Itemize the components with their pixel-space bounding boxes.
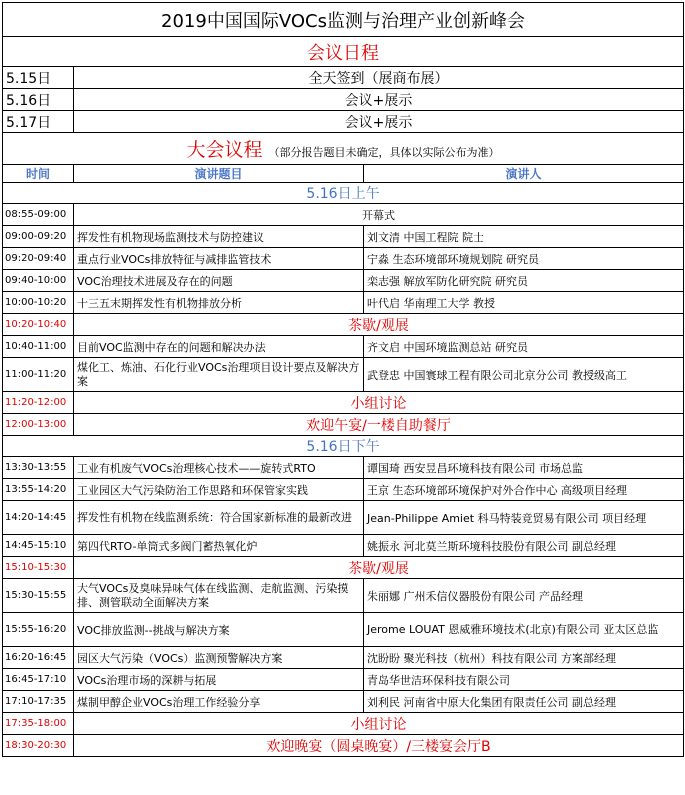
agenda-note: （部分报告题目未确定，具体以实际公布为准） [268,146,500,159]
row-speaker: 刘利民 河南省中原大化集团有限责任公司 副总经理 [364,691,684,713]
row-time: 08:55-09:00 [3,204,74,226]
col-header-time: 时间 [3,165,74,183]
row-speaker: 朱丽娜 广州禾信仪器股份有限公司 产品经理 [364,579,684,613]
row-speaker: 刘文清 中国工程院 院士 [364,226,684,248]
agenda-row [3,669,684,691]
row-speaker: 王京 生态环境部环境保护对外合作中心 高级项目经理 [364,479,684,501]
row-time: 13:55-14:20 [3,479,74,501]
row-speaker: 沈盼盼 聚光科技（杭州）科技有限公司 方案部经理 [364,647,684,669]
row-time: 15:10-15:30 [3,557,74,579]
row-topic: 目前VOC监测中存在的问题和解决办法 [74,336,364,358]
schedule-row [3,111,684,133]
row-topic: 小组讨论 [74,713,684,735]
agenda-row [3,226,684,248]
agenda-row [3,248,684,270]
agenda-row [3,479,684,501]
agenda-row-lunch [3,414,684,436]
row-time: 14:20-14:45 [3,501,74,535]
row-time: 15:30-15:55 [3,579,74,613]
schedule-desc: 全天签到（展商布展） [74,67,684,89]
row-topic: 挥发性有机物现场监测技术与防控建议 [74,226,364,248]
row-time: 15:55-16:20 [3,613,74,647]
row-time: 10:00-10:20 [3,292,74,314]
agenda-row-break [3,557,684,579]
row-time: 09:20-09:40 [3,248,74,270]
row-topic: 小组讨论 [74,392,684,414]
row-topic: VOC排放监测--挑战与解决方案 [74,613,364,647]
row-time: 09:40-10:00 [3,270,74,292]
row-speaker: Jean-Philippe Amiet 科马特装竞贸易有限公司 项目经理 [364,501,684,535]
agenda-row [3,579,684,613]
agenda-row [3,647,684,669]
row-speaker: 谭国琦 西安昱昌环境科技有限公司 市场总监 [364,457,684,479]
row-speaker: 宁淼 生态环境部环境规划院 研究员 [364,248,684,270]
agenda-row [3,292,684,314]
row-topic: 第四代RTO-单筒式多阀门蓄热氧化炉 [74,535,364,557]
row-speaker: 叶代启 华南理工大学 教授 [364,292,684,314]
schedule-date: 5.15日 [3,67,74,89]
row-speaker: Jerome LOUAT 恩威雅环境技术(北京)有限公司 亚太区总监 [364,613,684,647]
agenda-row [3,336,684,358]
agenda-row [3,204,684,226]
schedule-heading: 会议日程 [3,37,684,67]
col-header-topic: 演讲题目 [74,165,364,183]
day-label-morning: 5.16日上午 [3,183,684,204]
row-topic: 挥发性有机物在线监测系统：符合国家新标准的最新改进 [74,501,364,535]
row-topic: 欢迎午宴/一楼自助餐厅 [74,414,684,436]
page-title: 2019中国国际VOCs监测与治理产业创新峰会 [3,3,684,37]
agenda-heading: 大会议程 [186,139,263,161]
row-topic: 开幕式 [74,204,684,226]
row-topic: 煤化工、炼油、石化行业VOCs治理项目设计要点及解决方案 [74,358,364,392]
row-topic: 工业园区大气污染防治工作思路和环保管家实践 [74,479,364,501]
schedule-desc: 会议+展示 [74,89,684,111]
row-time: 12:00-13:00 [3,414,74,436]
agenda-row [3,613,684,647]
row-topic: 工业有机废气VOCs治理核心技术——旋转式RTO [74,457,364,479]
agenda-heading-cell [3,133,684,165]
schedule-date: 5.16日 [3,89,74,111]
row-time: 17:35-18:00 [3,713,74,735]
row-topic: VOCs治理市场的深耕与拓展 [74,669,364,691]
row-topic: 茶歇/观展 [74,557,684,579]
day-label-afternoon: 5.16日下午 [3,436,684,457]
agenda-row [3,501,684,535]
row-time: 13:30-13:55 [3,457,74,479]
row-time: 17:10-17:35 [3,691,74,713]
row-speaker: 姚振永 河北莫兰斯环境科技股份有限公司 副总经理 [364,535,684,557]
row-topic: VOC治理技术进展及存在的问题 [74,270,364,292]
agenda-row-discussion [3,713,684,735]
schedule-date: 5.17日 [3,111,74,133]
agenda-row [3,691,684,713]
row-time: 16:45-17:10 [3,669,74,691]
agenda-row [3,270,684,292]
agenda-row-break [3,314,684,336]
row-topic: 重点行业VOCs排放特征与减排监管技术 [74,248,364,270]
row-topic: 煤制甲醇企业VOCs治理工作经验分享 [74,691,364,713]
row-topic: 十三五末期挥发性有机物排放分析 [74,292,364,314]
row-time: 18:30-20:30 [3,735,74,757]
agenda-row [3,358,684,392]
row-time: 16:20-16:45 [3,647,74,669]
col-header-speaker: 演讲人 [364,165,684,183]
row-speaker: 武登忠 中国寰球工程有限公司北京分公司 教授级高工 [364,358,684,392]
row-speaker: 栾志强 解放军防化研究院 研究员 [364,270,684,292]
column-headers [3,165,684,183]
row-topic: 茶歇/观展 [74,314,684,336]
row-time: 14:45-15:10 [3,535,74,557]
row-time: 10:40-11:00 [3,336,74,358]
agenda-table [2,2,684,757]
row-time: 09:00-09:20 [3,226,74,248]
row-time: 10:20-10:40 [3,314,74,336]
agenda-row [3,457,684,479]
row-speaker: 齐文启 中国环境监测总站 研究员 [364,336,684,358]
row-topic: 大气VOCs及臭味异味气体在线监测、走航监测、污染摸排、测管联动全面解决方案 [74,579,364,613]
schedule-desc: 会议+展示 [74,111,684,133]
row-topic: 欢迎晚宴（圆桌晚宴）/三楼宴会厅B [74,735,684,757]
schedule-row [3,89,684,111]
agenda-row-discussion [3,392,684,414]
row-speaker: 青岛华世洁环保科技有限公司 [364,669,684,691]
row-topic: 园区大气污染（VOCs）监测预警解决方案 [74,647,364,669]
agenda-row-dinner [3,735,684,757]
row-time: 11:20-12:00 [3,392,74,414]
schedule-row [3,67,684,89]
row-time: 11:00-11:20 [3,358,74,392]
agenda-row [3,535,684,557]
